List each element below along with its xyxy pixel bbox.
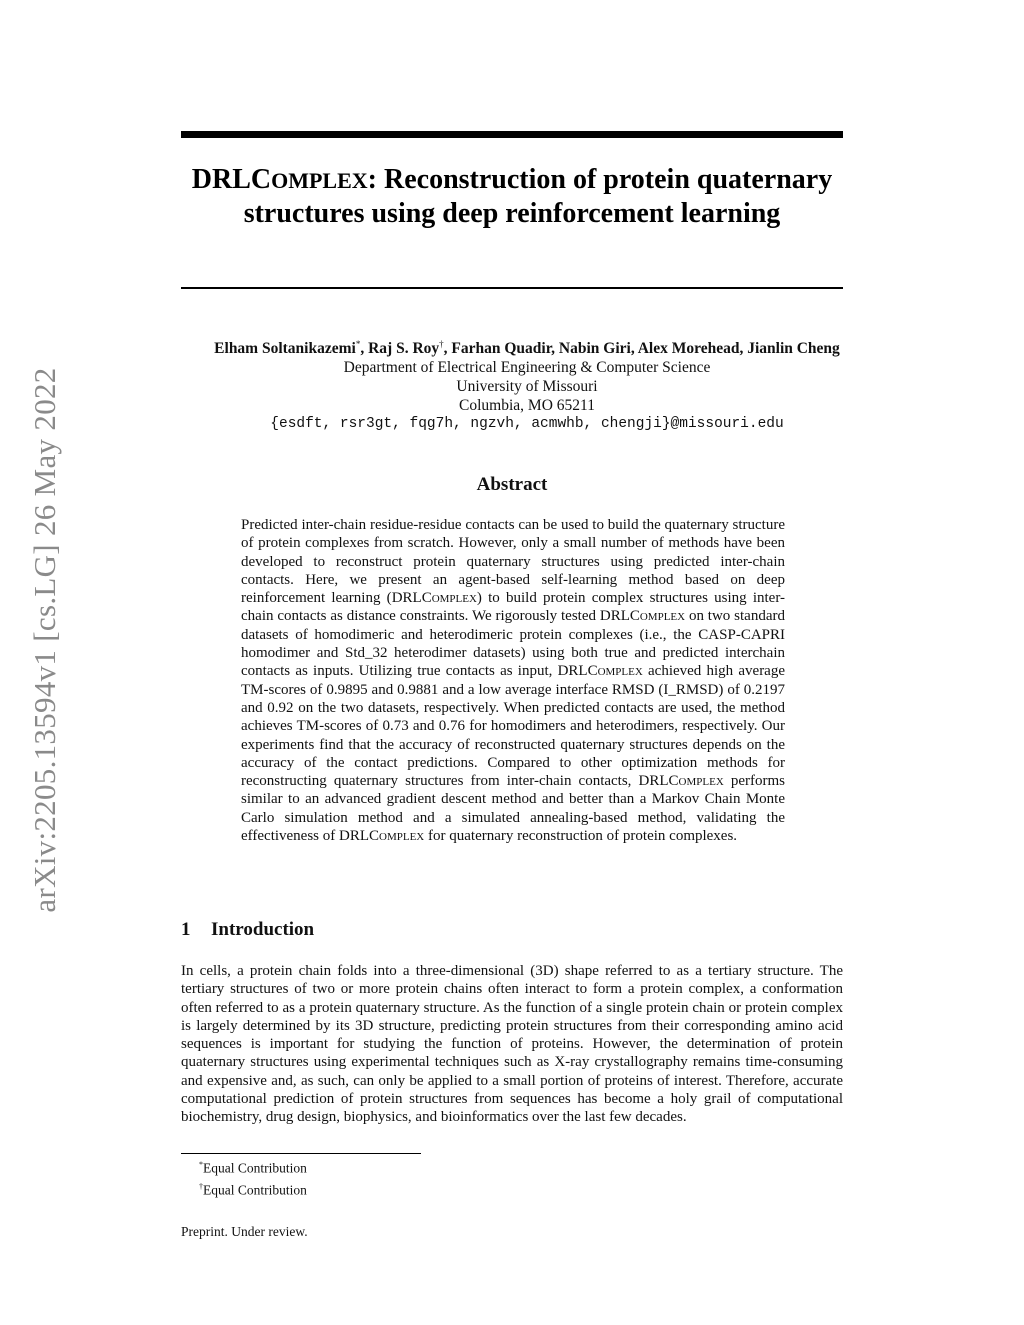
title-top-rule [181, 131, 843, 138]
title-bottom-rule [181, 287, 843, 289]
author-2-footnote-mark: † [439, 339, 444, 349]
author-2: Raj S. Roy [368, 340, 440, 358]
footnote-2-mark: † [199, 1182, 203, 1191]
section-number: 1 [181, 919, 191, 940]
method-name: DRLComplex [638, 773, 724, 790]
author-emails: {esdft, rsr3gt, fqg7h, ngzvh, acmwhb, chengji}@missouri.edu [270, 416, 784, 433]
preprint-notice: Preprint. Under review. [181, 1224, 308, 1239]
abstract-segment: ) to build protein complex structures using inter-chain contacts as distance constraints. We rigorously tested [241, 590, 786, 625]
method-name: DRLComplex [557, 663, 643, 680]
section-title: Introduction [211, 919, 315, 940]
abstract-text [241, 516, 785, 845]
paper-title [181, 163, 843, 230]
abstract-segment: on two standard datasets of homodimeric and heterodimeric protein complexes (i.e., the CASP-CAPRI homodimer and Std_32 heterodimer datasets) using both true and predicted interchain contacts as inputs. Utilizing true contacts as input, [241, 608, 785, 680]
footnote-2-text: Equal Contribution [203, 1182, 307, 1198]
footnote-rule [181, 1153, 421, 1154]
arxiv-identifier-stamp: arXiv:2205.13594v1 [cs.LG] 26 May 2022 [27, 367, 62, 913]
author-1: Elham Soltanikazemi [214, 340, 356, 358]
footnote-1-mark: * [199, 1160, 203, 1169]
footnote-1 [199, 1156, 307, 1178]
footnotes [199, 1156, 307, 1200]
title-text: : Reconstruction of protein quaternary structures using deep reinforcement learning [243, 164, 833, 229]
author-names [181, 335, 873, 358]
title-method-name-smallcaps: OMPLEX [271, 168, 368, 193]
abstract-segment: performs similar to an advanced gradient descent method and better than a Markov Chain Monte Carlo simulation method and a simulated annealing-based method, validating the effectiveness of [241, 773, 786, 845]
footnote-2 [199, 1178, 307, 1200]
title-method-name-initial: DRLC [191, 164, 272, 195]
author-1-footnote-mark: * [355, 339, 361, 349]
author-separator: , [360, 340, 369, 358]
author-block [181, 335, 873, 434]
abstract-segment: Predicted inter-chain residue-residue contacts can be used to build the quaternary structure of protein complexes from scratch. However, only a small number of methods have been developed to reconstruct protein quaternary structures using predicted inter-chain contacts. Here, we present an agent-based self-learning method based on deep reinforcement learning ( [241, 517, 785, 607]
abstract-segment: for quaternary reconstruction of protein complexes. [424, 828, 738, 845]
abstract-segment: achieved high average TM-scores of 0.9895 and 0.9881 and a low average interface RMSD (I_RMSD) of 0.2197 and 0.92 on the two datasets, respectively. When predicted contacts are used, the method achieves TM-scores of 0.73 and 0.76 for homodimers and heterodimers, respectively. Our experiments find that the accuracy of reconstructed quaternary structures depends on the accuracy of the contact predictions. Compared to other optimization methods for reconstructing quaternary structures from inter-chain contacts, [241, 663, 785, 790]
method-name: DRLComplex [339, 828, 425, 845]
method-name: DRLComplex [599, 608, 686, 625]
author-university: University of Missouri [456, 378, 598, 396]
author-location: Columbia, MO 65211 [459, 397, 595, 415]
author-department: Department of Electrical Engineering & Computer Science [343, 359, 711, 377]
introduction-heading [181, 919, 314, 941]
footnote-1-text: Equal Contribution [203, 1160, 307, 1176]
method-name: DRLComplex [391, 590, 477, 607]
introduction-text: In cells, a protein chain folds into a three-dimensional (3D) shape referred to as a tertiary structure. The tertiary structures of two or more protein chains often interact to form a protein complex, a conformation often referred to as a protein quaternary structure. As the function of a single protein chain or protein complex is largely determined by its 3D structure, predicting protein structures from their corresponding amino acid sequences is important for studying the function of proteins. However, the determination of protein quaternary structures using experimental techniques such as X-ray crystallography remains time-consuming and expensive and, as such, can only be applied to a small portion of proteins of interest. Therefore, accurate computational prediction of protein structures from sequences has become a holy grail of computational biochemistry, drug design, biophysics, and bioinformatics over the last few decades. [181, 963, 843, 1126]
other-authors: , Farhan Quadir, Nabin Giri, Alex Morehead, Jianlin Cheng [443, 340, 840, 358]
abstract-heading: Abstract [476, 474, 548, 495]
